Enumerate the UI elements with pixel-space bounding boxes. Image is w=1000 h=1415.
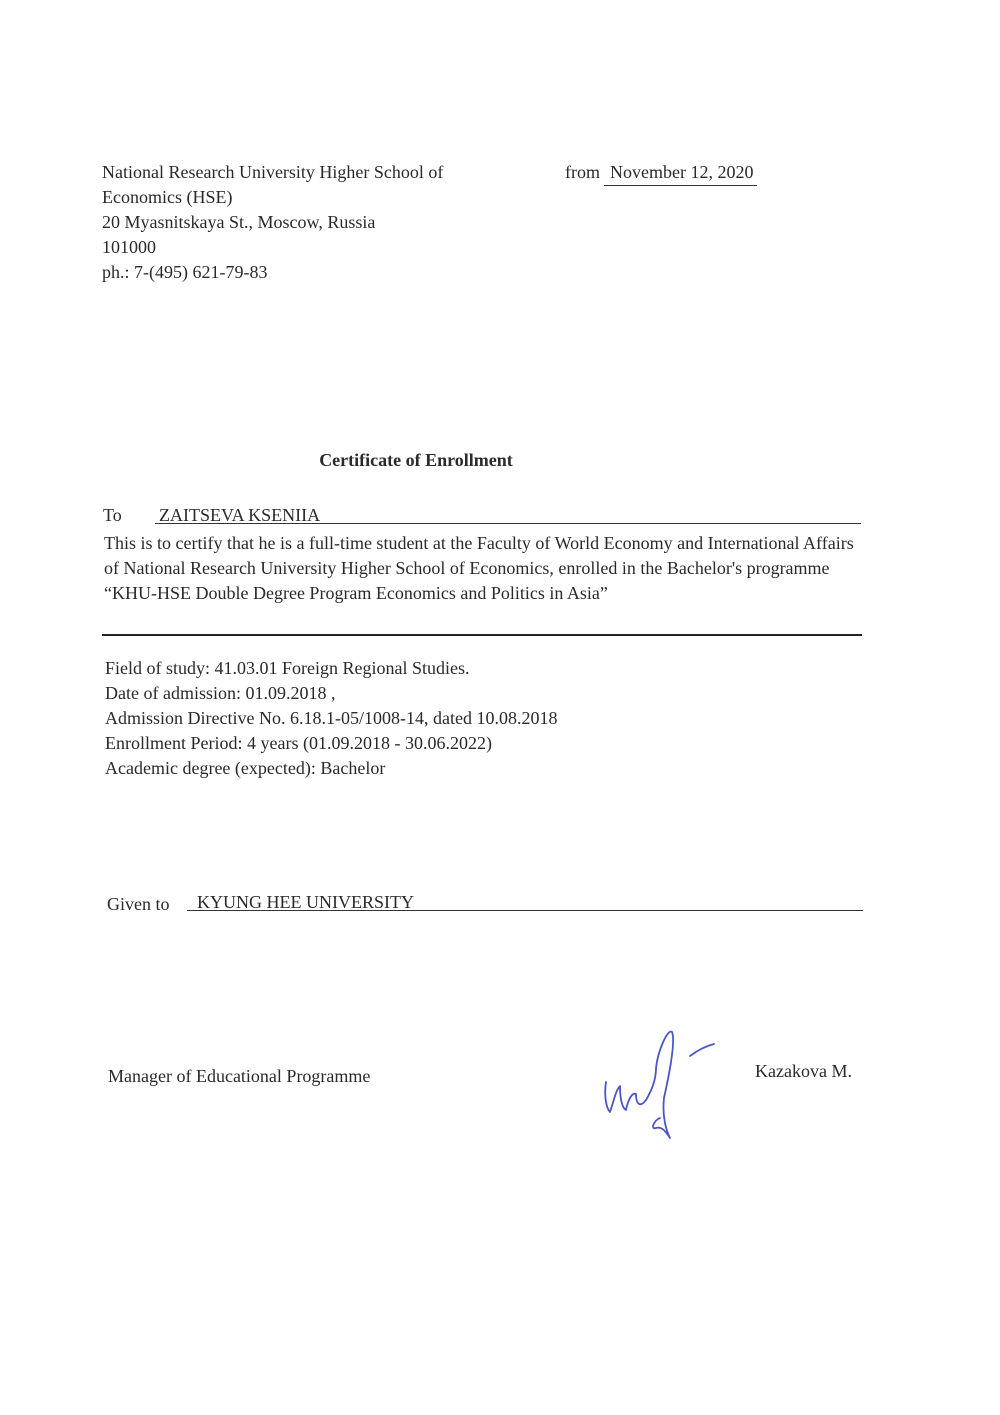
- recipient-name: ZAITSEVA KSENIIA: [155, 505, 861, 524]
- issue-date: [565, 160, 757, 186]
- document-title: Certificate of Enrollment: [319, 450, 513, 470]
- sender-address-line: National Research University Higher School of: [102, 162, 444, 182]
- handwritten-signature: [596, 1020, 726, 1142]
- enrollment-details: [105, 656, 557, 781]
- date-value: November 12, 2020: [604, 160, 757, 186]
- academic-degree: Academic degree (expected): Bachelor: [105, 758, 386, 778]
- given-to-value: KYUNG HEE UNIVERSITY: [187, 892, 863, 911]
- given-to-label: Given to: [107, 894, 170, 914]
- certification-text: This is to certify that he is a full-time student at the Faculty of World Economy and International Affairs of National Research University Higher School of Economics, enrolled in the Bachelor's programme “KHU-HSE Double Degree Program Economics and Politics in Asia”: [104, 533, 854, 603]
- sender-address-line: 101000: [102, 237, 156, 257]
- date-label: from: [565, 162, 600, 182]
- admission-directive: Admission Directive No. 6.18.1-05/1008-14, dated 10.08.2018: [105, 708, 558, 728]
- enrollment-period: Enrollment Period: 4 years (01.09.2018 - 30.06.2022): [105, 733, 492, 753]
- sender-phone: ph.: 7-(495) 621-79-83: [102, 262, 268, 282]
- given-to-row: [107, 892, 863, 914]
- sender-address-line: 20 Myasnitskaya St., Moscow, Russia: [102, 212, 376, 232]
- sender-address-line: Economics (HSE): [102, 187, 233, 207]
- sender-address: [102, 160, 443, 285]
- recipient-row: [103, 505, 861, 527]
- field-of-study: Field of study: 41.03.01 Foreign Regional Studies.: [105, 658, 470, 678]
- divider: [102, 634, 862, 636]
- signatory-position: Manager of Educational Programme: [108, 1066, 371, 1086]
- signatory-name: Kazakova M.: [755, 1061, 852, 1081]
- recipient-label: To: [103, 505, 122, 525]
- admission-date: Date of admission: 01.09.2018 ,: [105, 683, 336, 703]
